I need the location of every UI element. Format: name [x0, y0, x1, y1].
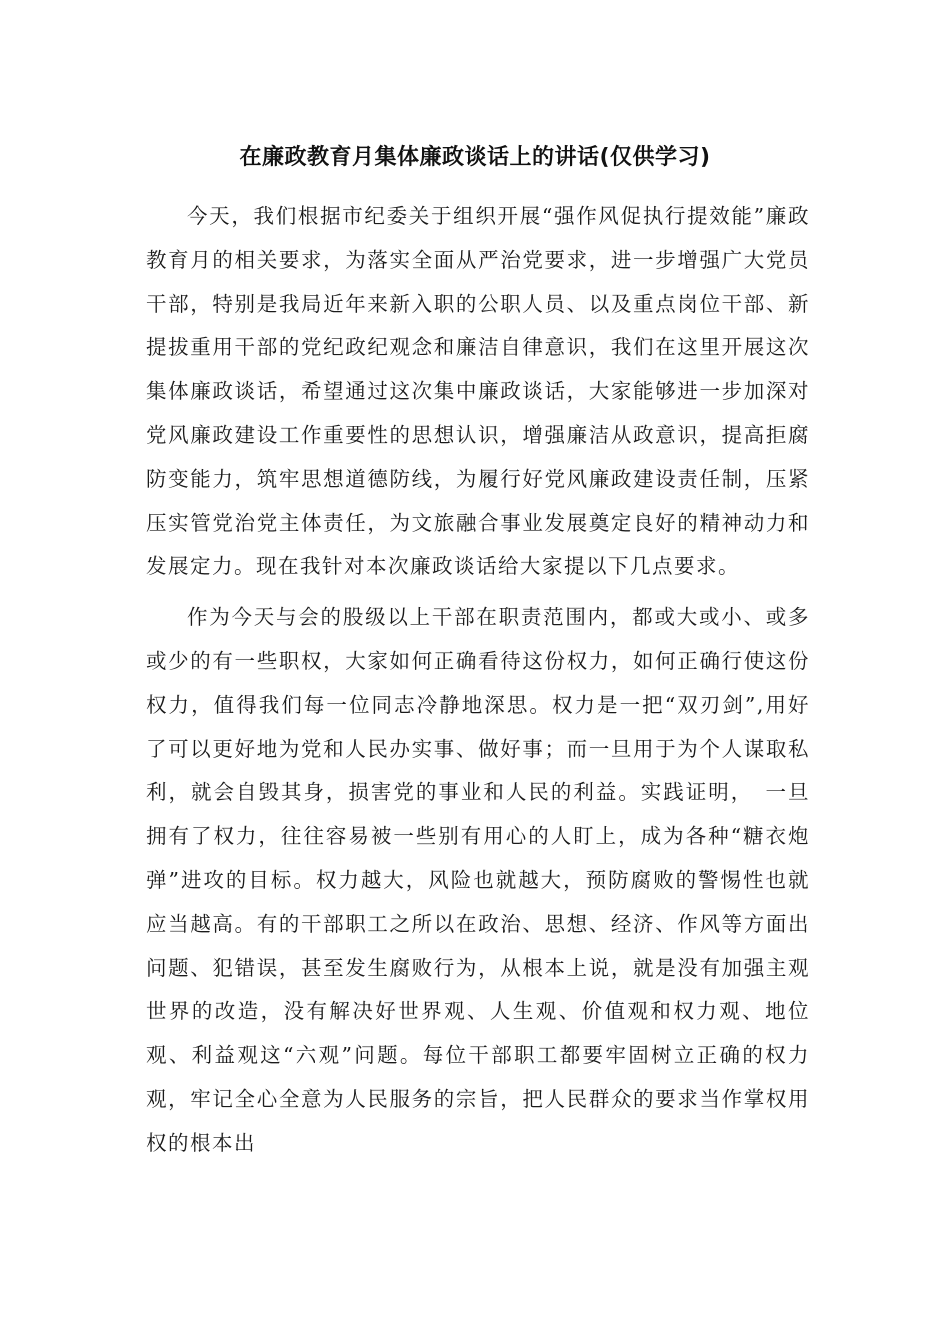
- paragraph-2: 作为今天与会的股级以上干部在职责范围内，都或大或小、或多或少的有一些职权，大家如何正确看待这份权力，如何正确行使这份权力，值得我们每一位同志冷静地深思。权力是一把“双刃剑”,用好了可以更好地为党和人民办实事、做好事；而一旦用于为个人谋取私利，就会自毁其身，损害党的事业和人民的利益。实践证明， 一旦拥有了权力，往往容易被一些别有用心的人盯上，成为各种“糖衣炮弹”进攻的目标。权力越大，风险也就越大，预防腐败的警惕性也就应当越高。有的干部职工之所以在政治、思想、经济、作风等方面出问题、犯错误，甚至发生腐败行为，从根本上说，就是没有加强主观世界的改造，没有解决好世界观、人生观、价值观和权力观、地位观、利益观这“六观”问题。每位干部职工都要牢固树立正确的权力观，牢记全心全意为人民服务的宗旨，把人民群众的要求当作掌权用权的根本出: [146, 605, 810, 1155]
- document-title: 在廉政教育月集体廉政谈话上的讲话(仅供学习): [239, 145, 711, 170]
- document-body: [146, 195, 810, 1166]
- paragraph-1: 今天，我们根据市纪委关于组织开展“强作风促执行提效能”廉政教育月的相关要求，为落实全面从严治党要求，进一步增强广大党员干部，特别是我局近年来新入职的公职人员、以及重点岗位干部、新提拔重用干部的党纪政纪观念和廉洁自律意识，我们在这里开展这次集体廉政谈话，希望通过这次集中廉政谈话，大家能够进一步加深对党风廉政建设工作重要性的思想认识，增强廉洁从政意识，提高拒腐防变能力，筑牢思想道德防线，为履行好党风廉政建设责任制，压紧压实管党治党主体责任，为文旅融合事业发展奠定良好的精神动力和发展定力。现在我针对本次廉政谈话给大家提以下几点要求。: [146, 204, 810, 579]
